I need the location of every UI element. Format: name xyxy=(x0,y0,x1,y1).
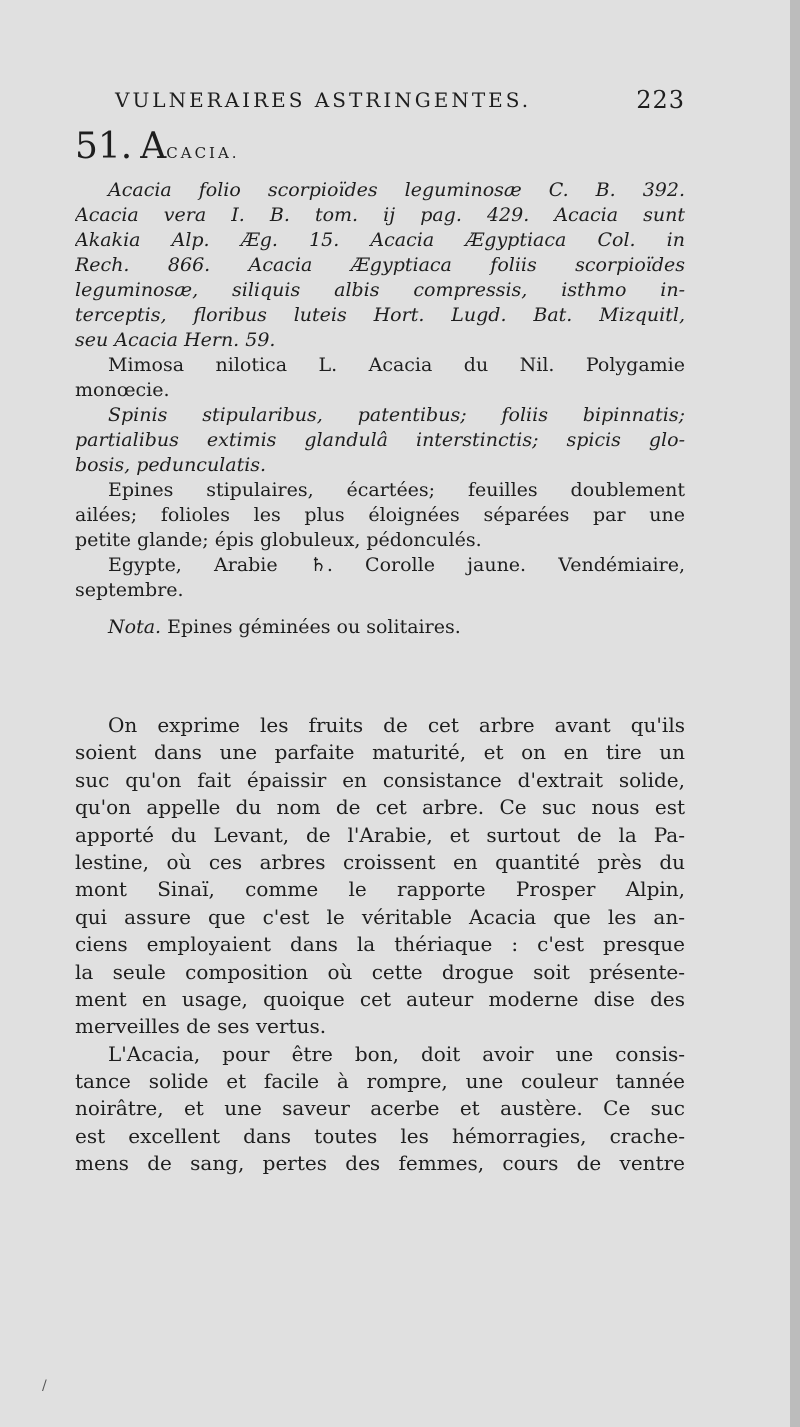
habitat-line: Egypte, Arabie ♄. Corolle jaune. Vendémiaire, xyxy=(108,554,685,576)
synonymy-line: Acacia vera I. B. tom. ij pag. 429. Acacia sunt xyxy=(75,204,685,226)
body-line: lestine, où ces arbres croissent en quantité près du xyxy=(75,849,685,874)
latin-diagnosis-line: bosis, pedunculatis. xyxy=(75,454,267,476)
body-line: mont Sinaï, comme le rapporte Prosper Alpin, xyxy=(75,877,685,902)
body-line: ciens employaient dans la thériaque : c'est presque xyxy=(75,932,685,957)
entry-title-initial: A xyxy=(140,126,167,167)
body-text xyxy=(75,712,685,1178)
nota-line xyxy=(75,615,685,640)
french-diagnosis-line: petite glande; épis globuleux, pédonculés. xyxy=(75,529,482,551)
synonymy-line: terceptis, floribus luteis Hort. Lugd. Bat. Mizquitl, xyxy=(75,304,685,326)
nota-label: Nota. xyxy=(108,616,162,638)
running-header xyxy=(115,88,685,112)
body-line: suc qu'on fait épaissir en consistance d'extrait solide, xyxy=(75,767,685,792)
synonymy-line: Acacia folio scorpioïdes leguminosæ C. B. 392. xyxy=(108,179,685,201)
body-line: qu'on appelle du nom de cet arbre. Ce suc nous est xyxy=(75,795,685,820)
entry-title-rest: CACIA. xyxy=(166,144,240,162)
linnean-name-line: monœcie. xyxy=(75,379,170,401)
body-line: soient dans une parfaite maturité, et on en tire un xyxy=(75,740,685,765)
body-line: est excellent dans toutes les hémorragies, crache- xyxy=(75,1123,685,1148)
body-line: la seule composition où cette drogue soit présente- xyxy=(75,959,685,984)
latin-diagnosis-line: Spinis stipularibus, patentibus; foliis bipinnatis; xyxy=(108,404,685,426)
nota-text: Epines géminées ou solitaires. xyxy=(167,616,461,638)
body-line: noirâtre, et une saveur acerbe et austère. Ce suc xyxy=(75,1096,685,1121)
synonymy-line: Akakia Alp. Æg. 15. Acacia Ægyptiaca Col. in xyxy=(75,229,685,251)
body-line: On exprime les fruits de cet arbre avant qu'ils xyxy=(108,713,685,737)
page-number: 223 xyxy=(636,86,685,114)
french-diagnosis-line: Epines stipulaires, écartées; feuilles doublement xyxy=(108,479,685,501)
page-edge xyxy=(790,0,800,1427)
latin-diagnosis-line: partialibus extimis glandulâ interstinctis; spicis glo- xyxy=(75,429,685,451)
body-line: mens de sang, pertes des femmes, cours de ventre xyxy=(75,1151,685,1176)
french-diagnosis-line: ailées; folioles les plus éloignées séparées par une xyxy=(75,504,685,526)
entry-title xyxy=(75,126,240,167)
body-line: ment en usage, quoique cet auteur moderne dise des xyxy=(75,986,685,1011)
synonymy-line: leguminosæ, siliquis albis compressis, isthmo in- xyxy=(75,279,685,301)
habitat-line: septembre. xyxy=(75,579,184,601)
entry-number: 51. xyxy=(75,126,133,167)
entry-description xyxy=(75,178,685,640)
body-line: merveilles de ses vertus. xyxy=(75,1014,327,1039)
running-title: VULNERAIRES ASTRINGENTES. xyxy=(115,88,532,112)
body-line: tance solide et facile à rompre, une couleur tannée xyxy=(75,1069,685,1094)
linnean-name-line: Mimosa nilotica L. Acacia du Nil. Polygamie xyxy=(108,354,685,376)
spacer xyxy=(75,603,685,615)
margin-mark: / xyxy=(42,1378,47,1394)
body-line: apporté du Levant, de l'Arabie, et surtout de la Pa- xyxy=(75,822,685,847)
synonymy-line: seu Acacia Hern. 59. xyxy=(75,329,276,351)
body-line: qui assure que c'est le véritable Acacia que les an- xyxy=(75,904,685,929)
synonymy-line: Rech. 866. Acacia Ægyptiaca foliis scorpioïdes xyxy=(75,254,685,276)
body-line: L'Acacia, pour être bon, doit avoir une consis- xyxy=(108,1041,685,1066)
